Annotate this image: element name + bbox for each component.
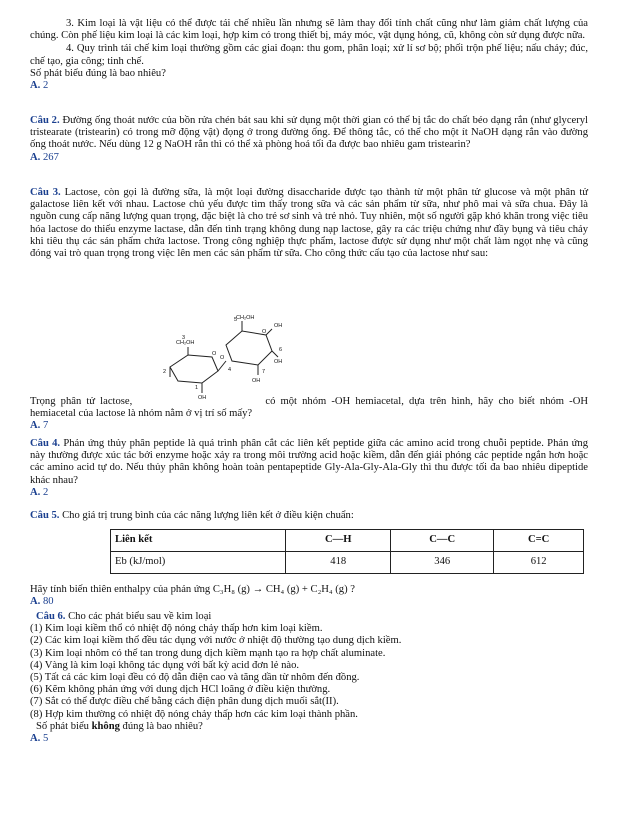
question-5-tail	[30, 584, 588, 608]
list-item: (3) Kim loại nhôm có thể tan trong dung dịch kiềm mạnh tạo ra hợp chất aluminate.	[30, 647, 386, 659]
question-4-text: Câu 4. Phản ứng thủy phân peptide là quá trình phân cắt các liên kết peptide giữa các amino acid trong chuỗi peptide. Phản ứng này thường được xúc tác bởi enzyme hoặc xảy ra trong môi trường acid hoặc kiềm, dẫn đến giải phóng các peptide ngắn hơn hoặc các amino acid tự do. Nếu thủy phân không hoàn toàn pentapeptide Gly-Ala-Gly-Ala-Gly thì thu được tối đa bao nhiêu dipeptide khác nhau?	[30, 438, 588, 486]
question-3-prompt: Trọng phân tử lactose, có một nhóm -OH hemiacetal, dựa trên hình, hãy cho biết nhóm -OH hemiacetal của lactose là nhóm nằm ở vị trí số mấy?	[30, 396, 588, 420]
question-3-text: Câu 3. Lactose, còn gọi là đường sữa, là một loại đường disaccharide được tạo thành từ một phân tử glucose và một phân tử galactose liên kết với nhau. Lactose chủ yếu được tìm thấy trong sữa và các sản phẩm từ sữa, như phô mai và sữa chua. Đây là nguồn cung cấp năng lượng quan trọng, đặc biệt là cho trẻ sơ sinh và trẻ nhỏ. Tuy nhiên, một số người gặp khó khăn trong việc tiêu hóa lactose do thiếu enzyme lactase, dẫn đến tình trạng không dung nạp lactose, gây ra các triệu chứng như đầy bụng và tiêu chảy khi tiêu thụ các sản phẩm chứa lactose. Trong công nghiệp thực phẩm, lactose được sử dụng như một chất làm ngọt nhẹ và cũng đóng vai trò quan trọng trong việc lên men các sản phẩm từ sữa. Cho công thức cấu tạo của lactose như sau:	[30, 187, 589, 260]
label-oh-c: OH	[252, 378, 261, 384]
question-5-text: Câu 5. Cho giá trị trung bình của các năng lượng liên kết ở điều kiện chuẩn:	[30, 510, 354, 521]
table-cell: 418	[286, 552, 391, 574]
table-cell: 612	[494, 552, 584, 574]
table-header-row	[111, 530, 584, 552]
question-6	[30, 611, 588, 745]
q-prev-item4: 4. Quy trình tái chế kim loại thường gồm các giai đoạn: thu gom, phân loại; xử lí sơ bộ; phối trộn phế liệu; nấu chảy; đúc, chế tạo, gia công; tinh chế.	[30, 43, 588, 67]
question-2	[30, 115, 588, 164]
list-item: (2) Các kim loại kiềm thổ đều tác dụng với nước ở nhiệt độ thường tạo dung dịch kiềm.	[30, 635, 402, 647]
question-5-question: Hãy tính biến thiên enthalpy của phản ứng C₃H₈ (g) → CH₄ (g) + C₂H₄ (g) ?	[30, 584, 355, 595]
list-item: (6) Kẽm không phản ứng với dung dịch HCl loãng ở điều kiện thường.	[30, 684, 331, 696]
question-3-tail	[30, 396, 588, 433]
table-cell: 346	[391, 552, 494, 574]
q-prev-question: Số phát biểu đúng là bao nhiêu?	[30, 67, 166, 79]
q-prev-block	[30, 18, 588, 92]
list-item: (5) Tất cả các kim loại đều có độ dẫn điện cao và tăng dần từ nhôm đến đồng.	[30, 672, 360, 684]
q-prev-answer: A. 2	[30, 80, 49, 92]
question-5-answer: A. 80	[30, 596, 54, 608]
table-row	[111, 552, 584, 574]
label-oh-b: OH	[274, 359, 283, 365]
question-6-answer: A. 5	[30, 733, 49, 745]
label-n3: 3	[182, 335, 186, 341]
label-oh-d: OH	[198, 395, 207, 399]
lactose-structure-figure	[162, 313, 286, 399]
bond-energy-table	[110, 529, 584, 574]
list-item: (4) Vàng là kim loại không tác dụng với bất kỳ acid đơn lẻ nào.	[30, 659, 300, 671]
label-n7: 7	[262, 369, 266, 375]
question-5	[30, 510, 588, 522]
label-ch2oh-top: CH₂OH	[236, 315, 255, 321]
label-o-b: O	[262, 329, 267, 335]
question-2-text: Câu 2. Đường ống thoát nước của bồn rửa chén bát sau khi sử dụng một thời gian có thể bị tắc do chất béo dạng rắn (như glyceryl tristearate (tristearin) có trong mỡ động vật) đọng ở trong đường ống. Để thông tắc, có thể cho một ít NaOH dạng rắn vào đường ống thoát nước. Nếu dùng 12 g NaOH rắn thì có thể xà phòng hoá tối đa được bao nhiêu gam tristearin?	[30, 115, 589, 151]
question-6-question: Số phát biểu không đúng là bao nhiêu?	[36, 720, 203, 732]
label-n4: 4	[228, 367, 232, 373]
list-item: (7) Sắt có thể được điều chế bằng cách điện phân dung dịch muối sắt(II).	[30, 696, 339, 708]
label-o-c: O	[220, 355, 225, 361]
question-4	[30, 438, 588, 499]
question-6-text: Câu 6. Cho các phát biểu sau về kim loại	[36, 611, 212, 622]
question-3	[30, 187, 588, 260]
label-n1: 1	[195, 385, 199, 391]
table-header-cell: Liên kết	[111, 530, 286, 552]
table-row-label: Eb (kJ/mol)	[111, 552, 286, 574]
question-3-answer: A. 7	[30, 420, 49, 432]
table-header-cell: C—C	[391, 530, 494, 552]
label-oh-a: OH	[274, 323, 283, 329]
label-o-a: O	[212, 351, 217, 357]
q-prev-paragraph: 3. Kim loại là vật liệu có thể được tái chế nhiều lần nhưng sẽ làm thay đổi tính chất cũng như làm giảm chất lượng của chúng. Còn phế liệu kim loại là các kim loại, hợp kim có trong thiết bị, máy móc, vật dụng hỏng, cũ, không còn sử dụng được nữa.	[30, 18, 588, 42]
question-2-answer: A. 267	[30, 151, 59, 163]
label-n6: 6	[279, 347, 283, 353]
label-ch2oh-left: CH₂OH	[176, 340, 195, 346]
table-header-cell: C—H	[286, 530, 391, 552]
label-n5: 5	[234, 317, 238, 323]
list-item: (8) Hợp kim thường có nhiệt độ nóng chảy thấp hơn các kim loại thành phần.	[30, 708, 358, 720]
label-n2: 2	[163, 369, 167, 375]
list-item: (1) Kim loại kiềm thổ có nhiệt độ nóng chảy thấp hơn kim loại kiềm.	[30, 623, 323, 635]
table-header-cell: C=C	[494, 530, 584, 552]
question-4-answer: A. 2	[30, 486, 49, 498]
